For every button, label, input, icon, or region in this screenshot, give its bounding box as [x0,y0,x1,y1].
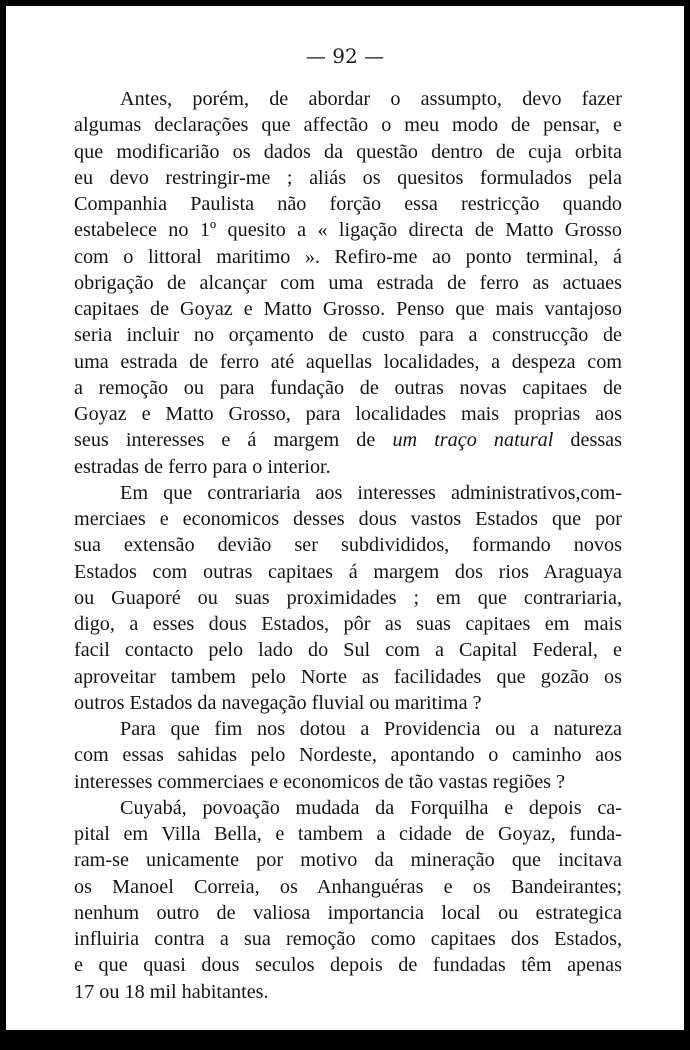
paragraph-3 [74,716,622,795]
text-line-with-emphasis [74,427,622,453]
text-line: com essas sahidas pelo Nordeste, apontando o caminho aos [74,744,622,767]
text-line: Antes, porém, de abordar o assumpto, devo fazer [120,88,622,110]
page-number: — 92 — [305,44,385,68]
paragraph-2 [74,480,622,716]
text-line: eu devo restringir-me ; aliás os quesitos formulados pela [74,166,622,189]
text-line: ram-se unicamente por motivo da mineração que incitava [74,849,622,872]
text-line: estabelece no 1º quesito a « ligação directa de Matto Grosso [74,219,622,242]
text-line: 17 ou 18 mil habitantes. [74,980,269,1003]
text-line: Cuyabá, povoação mudada da Forquilha e depois ca- [120,796,622,819]
text-line: pital em Villa Bella, e tambem a cidade de Goyaz, funda- [74,823,622,845]
text-line: Estados com outras capitaes á margem dos rios Araguaya [74,560,622,583]
text-line: uma estrada de ferro até aquellas localidades, a despeza com [74,350,622,373]
text-line: digo, a esses dous Estados, pôr as suas capitaes em mais [74,613,622,635]
text-line: e que quasi dous seculos depois de fundadas têm apenas [74,954,622,977]
text-line: outros Estados da navegação fluvial ou maritima ? [74,691,482,714]
text-line: algumas declarações que affectão o meu modo de pensar, e [74,114,622,137]
text-line: com o littoral maritimo ». Refiro-me ao ponto terminal, á [74,245,622,268]
text-line: obrigação de alcançar com uma estrada de ferro as actuaes [74,271,622,294]
text-line: aproveitar tambem pelo Norte as facilidades que gozão os [74,665,622,688]
italic-phrase: um traço natural [392,429,554,452]
text-line: Em que contrariaria aos interesses administrativos,com- [120,481,622,504]
text-line: que modificarião os dados da questão dentro de cuja orbita [74,140,622,163]
text-line: interesses commerciaes e economicos de tão vastas regiões ? [74,770,566,793]
text-line: facil contacto pelo lado do Sul com a Capital Federal, e [74,639,622,662]
text-line: influiria contra a sua remoção como capitaes dos Estados, [74,928,622,950]
text-line: os Manoel Correia, os Anhanguéras e os Bandeirantes; [74,875,622,898]
text-line: capitaes de Goyaz e Matto Grosso. Penso que mais vantajoso [74,298,622,320]
text-line: nenhum outro de valiosa importancia local ou estrategica [74,901,622,924]
text-line: a remoção ou para fundação de outras novas capitaes de [74,376,622,399]
text-line: Goyaz e Matto Grosso, para localidades mais proprias aos [74,403,622,425]
paragraph-4 [74,795,622,1005]
text-line: sua extensão devião ser subdivididos, formando novos [74,534,622,557]
book-page [6,6,684,1030]
text-segment: dessas [553,429,622,452]
text-line: Para que fim nos dotou a Providencia ou a natureza [120,718,622,740]
text-line: ou Guaporé ou suas proximidades ; em que contrariaria, [74,586,622,609]
text-line: merciaes e economicos desses dous vastos Estados que por [74,508,622,530]
text-segment: seus interesses e á margem de [74,429,393,452]
text-line: seria incluir no orçamento de custo para a construcção de [74,324,622,347]
text-line: estradas de ferro para o interior. [74,455,331,478]
paragraph-1 [74,86,622,480]
body-text [74,86,622,1005]
text-line: Companhia Paulista não forção essa restricção quando [74,193,622,215]
